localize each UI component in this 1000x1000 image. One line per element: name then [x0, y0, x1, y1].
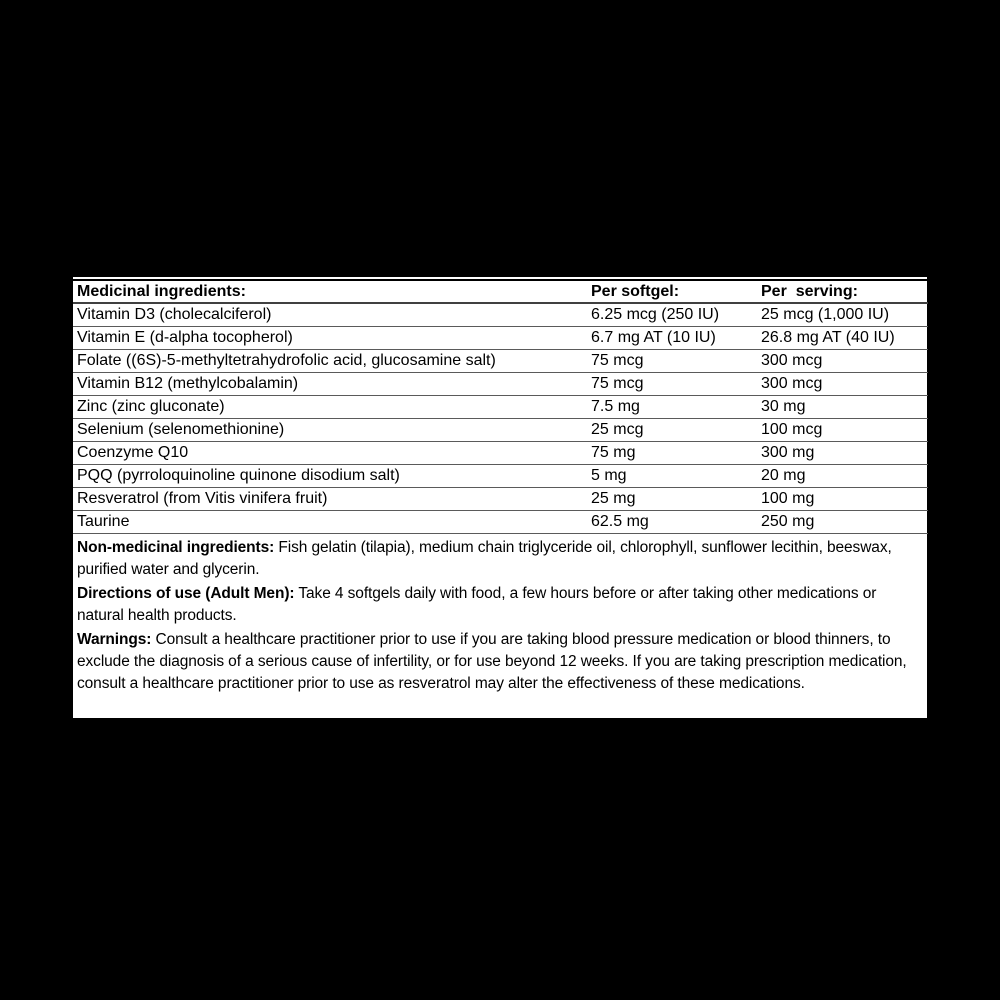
per-softgel-cell: 75 mcg	[591, 350, 761, 373]
per-softgel-cell: 6.7 mg AT (10 IU)	[591, 327, 761, 350]
table-row	[73, 303, 928, 327]
ingredient-cell: Vitamin E (d-alpha tocopherol)	[73, 327, 591, 350]
medicinal-ingredients-table	[73, 279, 928, 534]
warnings-paragraph	[77, 629, 919, 695]
info-paragraphs	[73, 534, 927, 701]
column-header-per-serving: Per serving:	[761, 280, 928, 303]
per-softgel-cell: 6.25 mcg (250 IU)	[591, 303, 761, 327]
per-serving-cell: 300 mg	[761, 442, 928, 465]
table-row	[73, 396, 928, 419]
per-softgel-cell: 25 mcg	[591, 419, 761, 442]
supplement-facts-panel	[72, 277, 927, 718]
table-row	[73, 419, 928, 442]
ingredient-cell: Resveratrol (from Vitis vinifera fruit)	[73, 488, 591, 511]
per-serving-cell: 20 mg	[761, 465, 928, 488]
ingredients-table-body	[73, 303, 928, 534]
per-softgel-cell: 25 mg	[591, 488, 761, 511]
table-row	[73, 350, 928, 373]
per-serving-cell: 250 mg	[761, 511, 928, 534]
per-serving-cell: 100 mg	[761, 488, 928, 511]
ingredient-cell: Vitamin B12 (methylcobalamin)	[73, 373, 591, 396]
table-row	[73, 442, 928, 465]
table-row	[73, 373, 928, 396]
non-medicinal-ingredients-text: Fish gelatin (tilapia), medium chain triglyceride oil, chlorophyll, sunflower lecithin, beeswax, purified water and glycerin.	[77, 539, 892, 578]
ingredient-cell: Vitamin D3 (cholecalciferol)	[73, 303, 591, 327]
per-softgel-cell: 75 mg	[591, 442, 761, 465]
ingredient-cell: Coenzyme Q10	[73, 442, 591, 465]
directions-of-use-paragraph	[77, 583, 919, 627]
directions-of-use-text: Take 4 softgels daily with food, a few hours before or after taking other medications or natural health products.	[77, 585, 877, 624]
per-serving-cell: 25 mcg (1,000 IU)	[761, 303, 928, 327]
table-header-row	[73, 280, 928, 303]
per-softgel-cell: 5 mg	[591, 465, 761, 488]
per-serving-cell: 30 mg	[761, 396, 928, 419]
ingredient-cell: Taurine	[73, 511, 591, 534]
column-header-per-softgel: Per softgel:	[591, 280, 761, 303]
per-softgel-cell: 7.5 mg	[591, 396, 761, 419]
table-row	[73, 488, 928, 511]
non-medicinal-ingredients-paragraph	[77, 537, 919, 581]
column-header-medicinal-ingredients: Medicinal ingredients:	[73, 280, 591, 303]
non-medicinal-ingredients-label: Non-medicinal ingredients:	[77, 539, 275, 556]
ingredient-cell: PQQ (pyrroloquinoline quinone disodium salt)	[73, 465, 591, 488]
directions-of-use-label: Directions of use (Adult Men):	[77, 585, 295, 602]
table-row	[73, 327, 928, 350]
per-softgel-cell: 75 mcg	[591, 373, 761, 396]
per-serving-cell: 100 mcg	[761, 419, 928, 442]
per-serving-cell: 26.8 mg AT (40 IU)	[761, 327, 928, 350]
table-row	[73, 511, 928, 534]
warnings-text: Consult a healthcare practitioner prior to use if you are taking blood pressure medication or blood thinners, to exclude the diagnosis of a serious cause of infertility, or for use beyond 12 weeks. If you are taking prescription medication, consult a healthcare practitioner prior to use as resveratrol may alter the effectiveness of these medications.	[77, 631, 907, 692]
table-row	[73, 465, 928, 488]
per-serving-cell: 300 mcg	[761, 350, 928, 373]
per-serving-cell: 300 mcg	[761, 373, 928, 396]
warnings-label: Warnings:	[77, 631, 152, 648]
ingredient-cell: Selenium (selenomethionine)	[73, 419, 591, 442]
per-softgel-cell: 62.5 mg	[591, 511, 761, 534]
ingredient-cell: Zinc (zinc gluconate)	[73, 396, 591, 419]
ingredient-cell: Folate ((6S)-5-methyltetrahydrofolic acid, glucosamine salt)	[73, 350, 591, 373]
